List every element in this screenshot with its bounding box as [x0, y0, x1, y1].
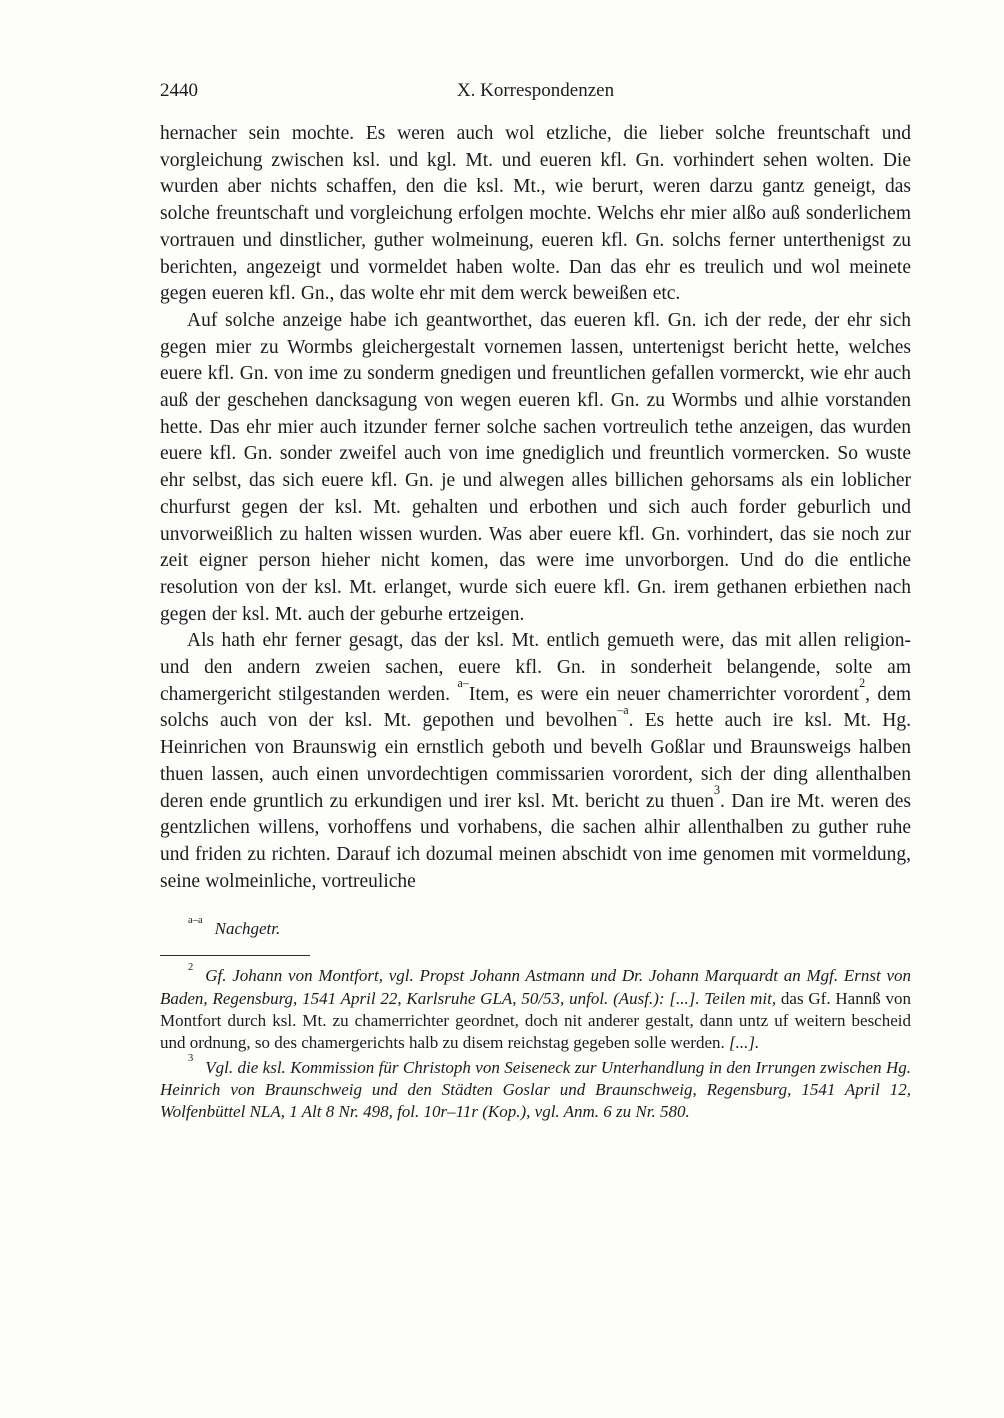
- text-run: [...].: [729, 1033, 760, 1053]
- running-head-title: X. Korrespondenzen: [456, 80, 615, 101]
- text-block: [160, 78, 911, 1123]
- footnotes-section: [160, 962, 912, 1123]
- text-run: , dem solchs auch von der ksl. Mt. gepothen und bevolhen: [160, 683, 911, 732]
- text-run: das Gf. Hannß von Montfort durch ksl. Mt. zu chamerrichter geordnet, doch nit anderer gestalt, dann untz uf weitern bescheid und ordnung, so des chamergerichts halb zu disem reichstag gegeben solle werden.: [160, 988, 912, 1053]
- critical-apparatus: [160, 915, 911, 940]
- text-run: Vgl. die ksl. Kommission für Christoph von Seiseneck zur Unterhandlung in den Irrungen zwischen Hg. Heinrich von Braunschweig und den Städten Goslar und Braunschweig, Regensburg, 1541 April 12, Wolfenbüttel NLA, 1 Alt 8 Nr. 498, fol. 10r–11r (Kop.), vgl. Anm. 6 zu Nr. 580.: [160, 1057, 911, 1122]
- footnote-number-3: 3: [188, 1053, 194, 1065]
- text-run: Gf. Johann von Montfort, vgl. Propst Johann Astmann und Dr. Johann Marquardt an Mgf. Ernst von Baden, Regensburg, 1541 April 22, Karlsruhe GLA, 50/53, unfol. (Ausf.): [...]. Teilen mit,: [160, 966, 911, 1008]
- text-run: Nachgetr.: [214, 919, 281, 939]
- text-run: hernacher sein mochte. Es weren auch wol etzliche, die lieber solche freuntschaft und vorgleichung zwischen ksl. und kgl. Mt. und eueren kfl. Gn. vorhindert sehen wolten. Die wurden aber nichts schaffen, den die ksl. Mt., wie berurt, weren darzu gantz geneigt, das solche freuntschaft und vorgleichung erfolgen mochte. Welchs ehr mier alßo auß sonderlichem vortrauen und dinstlicher, guther wolmeinung, eueren kfl. Gn. solchs ferner unterthenigst zu berichten, angezeigt und vormeldet haben wolte. Dan das ehr es treulich und wol meinete gegen eueren kfl. Gn., das wolte ehr mit dem werck beweißen etc.: [160, 123, 911, 305]
- apparatus-ref-a-close: –a: [617, 702, 629, 717]
- footnote-number-2: 2: [188, 962, 194, 973]
- paragraph-2: [160, 308, 911, 628]
- running-header: [160, 78, 911, 104]
- text-run: Item, es were ein neuer chamerrichter vorordent: [468, 683, 860, 705]
- footnote-2: [160, 962, 912, 1054]
- text-run: . Es hette auch ire ksl. Mt. Hg. Heinrichen von Braunswig ein ernstlich geboth und bevelh Goßlar und Braunsweigs halben thuen lassen, auch einen unvordechtigen commissarien vorordent, sich der ding allenthalben deren ende gruntlich zu erkundigen und irer ksl. Mt. bericht zu thuen: [160, 710, 911, 812]
- footnote-3: [160, 1053, 911, 1124]
- apparatus-entry: [160, 915, 911, 940]
- text-run: Auf solche anzeige habe ich geantworthet, das eueren kfl. Gn. ich der rede, der ehr sich gegen mier zu Wormbs gleichergestalt vornemen lassen, untertenigst bericht hette, welches euere kfl. Gn. von ime zu sonderm gnedigen und freuntlichen gefallen vormerckt, wie ehr auch auß der geschehen dancksagung von wegen eueren kfl. Gn. zu Wormbs und alhie vorstanden hette. Das ehr mier auch itzunder ferner solche sachen vortreulich tethe anzeigen, das wurden euere kfl. Gn. sonder zweifel auch von ime gnediglich und freuntlich vormercken. So wuste ehr selbst, das sich euere kfl. Gn. je und alwegen alles billichen gehorsams als ein loblicher churfurst gegen der ksl. Mt. gehalten und erbothen und sich auch forder geburlich und unvorweißlich zu halten wissen wurden. Was aber euere kfl. Gn. vorhindert, das sie noch zur zeit eigner person hieher nicht komen, das were ime unvorborgen. Und do die entliche resolution von der ksl. Mt. erlanget, wurde sich euere kfl. Gn. irem gethanen erbiethen nach gegen der ksl. Mt. auch der geburhe ertzeigen.: [160, 309, 911, 625]
- text-run: Als hath ehr ferner gesagt, das der ksl. Mt. entlich gemueth were, das mit allen religion- und den andern zweien sachen, euere kfl. Gn. in sonderheit belangende, solte am chamergericht stilgestanden werden.: [160, 630, 911, 705]
- apparatus-siglum: a–a: [188, 915, 203, 926]
- footnote-separator-rule: [160, 955, 310, 956]
- paragraph-3: [160, 628, 911, 895]
- footnote-ref-3: 3: [714, 782, 721, 797]
- page-number: 2440: [160, 80, 198, 101]
- paragraph-continuation: [160, 121, 911, 308]
- body-text: [160, 121, 911, 895]
- footnote-ref-2: 2: [859, 675, 866, 690]
- text-run: . Dan ire Mt. weren des gentzlichen willens, vorhoffens und vorhabens, die sachen alhir allenthalben zu guther ruhe und friden zu richten. Darauf ich dozumal meinen abschidt von ime genomen mit vormeldung, seine wolmeinliche, vortreuliche: [160, 790, 912, 892]
- apparatus-ref-a-open: a–: [457, 675, 469, 690]
